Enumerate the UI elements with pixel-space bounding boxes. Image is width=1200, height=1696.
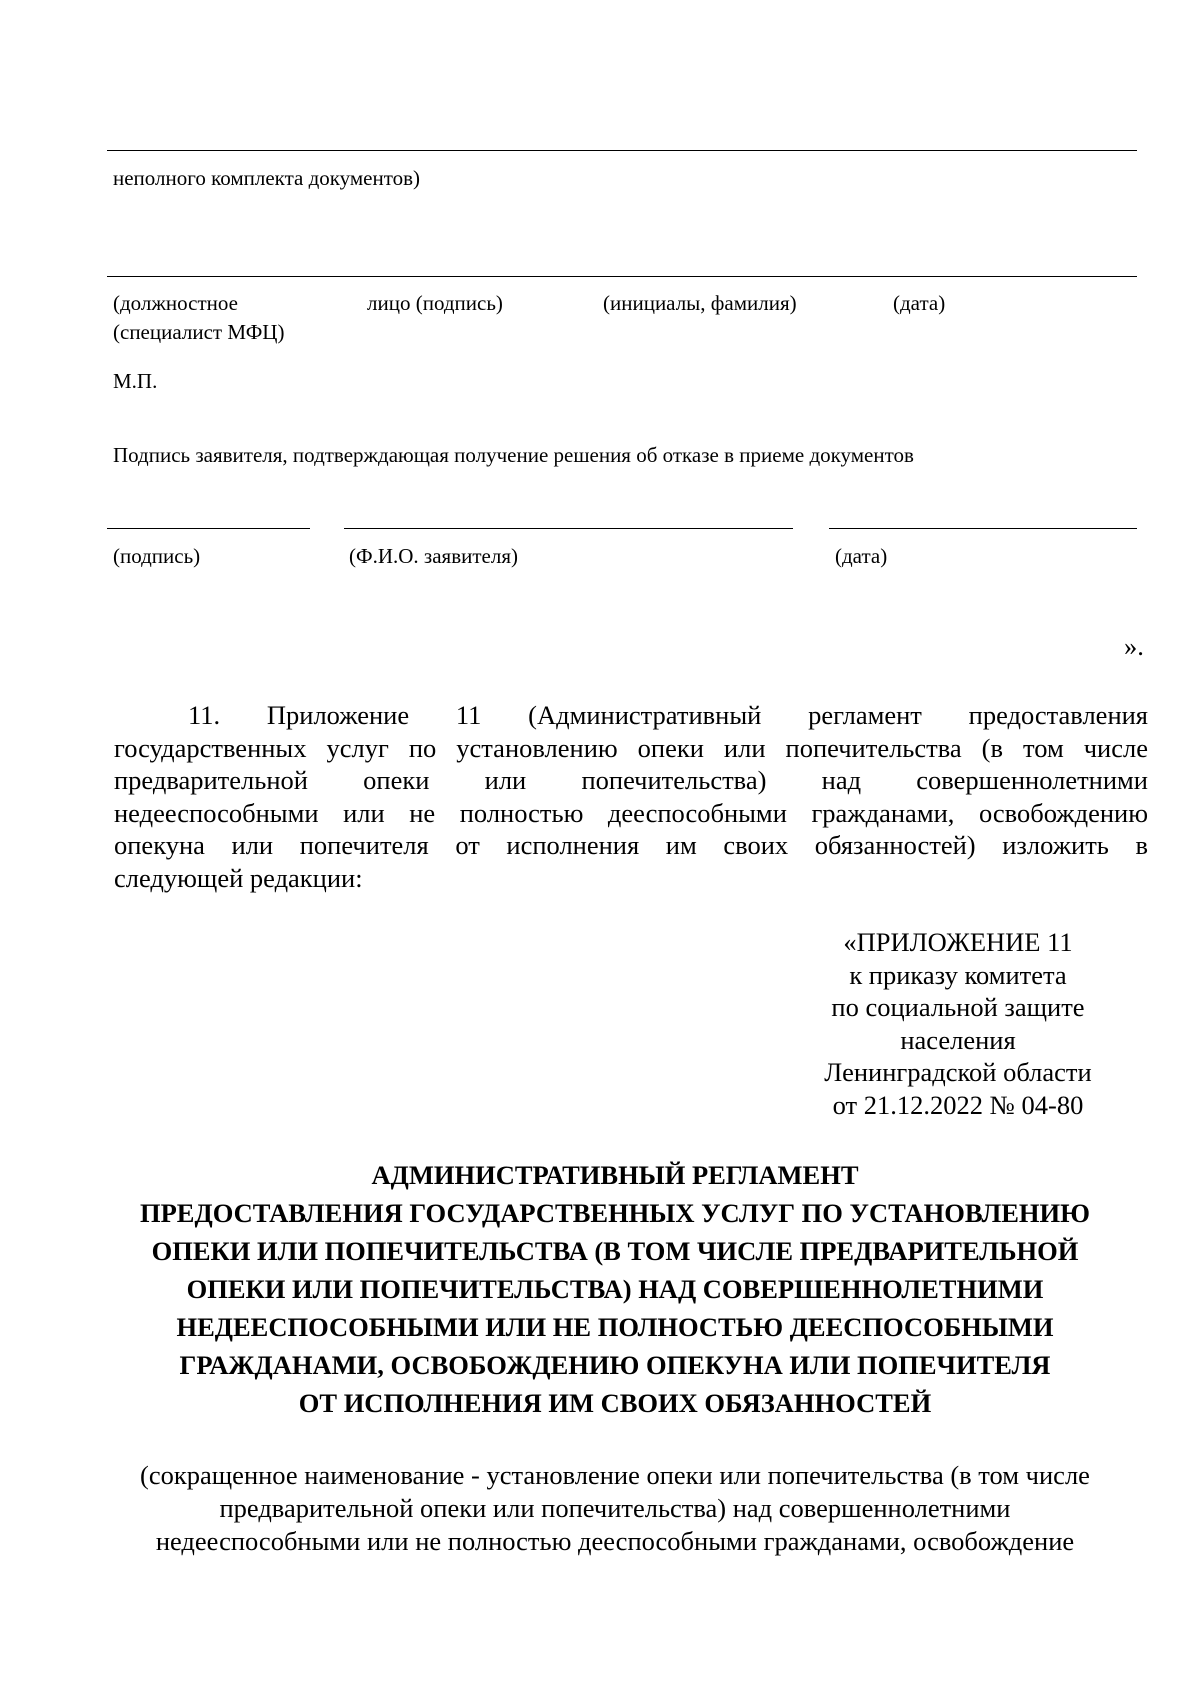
caption-initials: (инициалы, фамилия): [603, 291, 797, 315]
caption-position: (должностное: [113, 291, 238, 315]
caption-person-signature: лицо (подпись): [367, 291, 503, 315]
short-name-line: (сокращенное наименование - установление опеки или попечительства (в том числе: [140, 1460, 1090, 1490]
paragraph-11-line-6: следующей редакции:: [114, 862, 363, 893]
approval-line: к приказу комитета: [849, 959, 1067, 990]
short-name-line: недееспособными или не полностью дееспособными гражданами, освобождение: [155, 1526, 1075, 1556]
title-line: ГРАЖДАНАМИ, ОСВОБОЖДЕНИЮ ОПЕКУНА ИЛИ ПОПЕЧИТЕЛЯ: [179, 1350, 1051, 1380]
paragraph-11-line-3: предварительной опеки или попечительства) над совершеннолетними: [114, 765, 1148, 795]
applicant-name-label: (Ф.И.О. заявителя): [349, 544, 518, 568]
approval-block: [800, 926, 1116, 1122]
regulation-title: [100, 1156, 1130, 1422]
top-rule: [107, 150, 1137, 151]
approval-line: от 21.12.2022 № 04-80: [832, 1089, 1084, 1120]
closing-quote: ».: [1124, 631, 1144, 661]
applicant-signature-caption: Подпись заявителя, подтверждающая получение решения об отказе в приеме документов: [113, 443, 914, 467]
paragraph-11: [114, 699, 1148, 894]
caption-position-cont: (специалист МФЦ): [113, 320, 285, 344]
official-signature-rule: [107, 276, 1137, 277]
title-line: ОПЕКИ ИЛИ ПОПЕЧИТЕЛЬСТВА) НАД СОВЕРШЕННОЛЕТНИМИ: [186, 1274, 1044, 1304]
paragraph-11-line-4: недееспособными или не полностью дееспособными гражданами, освобождению: [114, 797, 1148, 828]
approval-line: по социальной защите: [831, 992, 1085, 1023]
applicant-date-line: [829, 528, 1137, 529]
applicant-name-line: [344, 528, 793, 529]
title-line: ОПЕКИ ИЛИ ПОПЕЧИТЕЛЬСТВА (В ТОМ ЧИСЛЕ ПРЕДВАРИТЕЛЬНОЙ: [151, 1236, 1079, 1266]
title-line: НЕДЕЕСПОСОБНЫМИ ИЛИ НЕ ПОЛНОСТЬЮ ДЕЕСПОСОБНЫМИ: [176, 1312, 1054, 1342]
fragment-top: неполного комплекта документов): [113, 166, 421, 190]
caption-date: (дата): [893, 291, 946, 315]
title-line: ОТ ИСПОЛНЕНИЯ ИМ СВОИХ ОБЯЗАННОСТЕЙ: [298, 1388, 932, 1418]
short-name-line: предварительной опеки или попечительства) над совершеннолетними: [219, 1493, 1011, 1523]
approval-line: населения: [900, 1024, 1016, 1055]
approval-line: «ПРИЛОЖЕНИЕ 11: [843, 927, 1073, 957]
paragraph-11-line-5: опекуна или попечителя от исполнения им своих обязанностей) изложить в: [114, 830, 1148, 860]
approval-line: Ленинградской области: [824, 1057, 1092, 1088]
applicant-signature-line: [107, 528, 310, 529]
title-line: ПРЕДОСТАВЛЕНИЯ ГОСУДАРСТВЕННЫХ УСЛУГ ПО УСТАНОВЛЕНИЮ: [139, 1198, 1090, 1228]
applicant-signature-label: (подпись): [113, 544, 201, 568]
paragraph-11-line-1: 11. Приложение 11 (Административный регламент предоставления: [188, 700, 1148, 730]
stamp-place: М.П.: [113, 369, 158, 393]
applicant-date-label: (дата): [835, 544, 888, 568]
title-line: АДМИНИСТРАТИВНЫЙ РЕГЛАМЕНТ: [371, 1160, 859, 1190]
paragraph-11-line-2: государственных услуг по установлению опеки или попечительства (в том числе: [114, 732, 1148, 763]
short-name: [100, 1459, 1130, 1558]
